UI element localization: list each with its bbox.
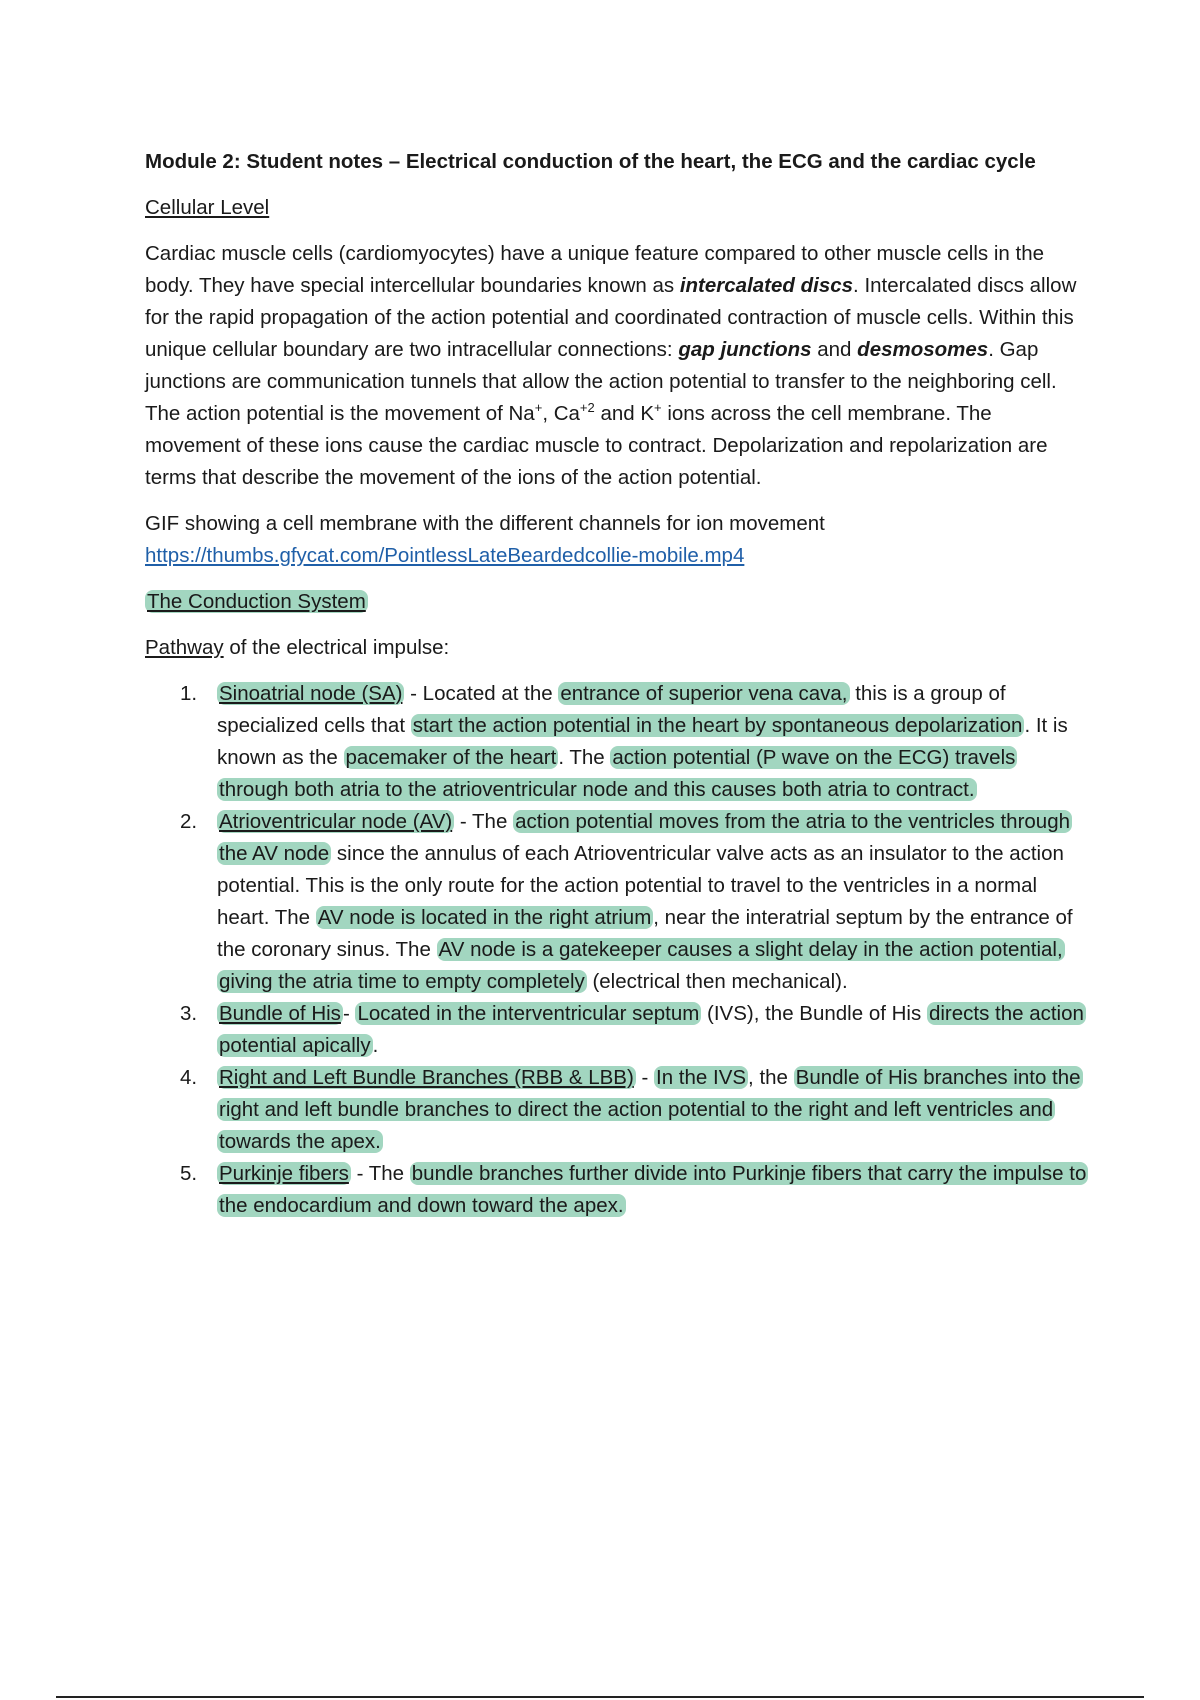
item-term: Purkinje fibers <box>219 1162 349 1185</box>
list-item-bundle-branches <box>145 1062 1090 1158</box>
text-run: . Intercalated discs allow for the rapid propagation of the action potential and coordinated contraction of muscle cells. Within this unique cellular boundary are two intracellular connections: <box>145 274 1077 361</box>
list-item-bundle-of-his <box>145 998 1090 1062</box>
document-title: Module 2: Student notes – Electrical conduction of the heart, the ECG and the cardiac cycle <box>145 150 1036 173</box>
list-number: 2. <box>180 810 198 833</box>
text-run: ions across the cell membrane. The movement of these ions cause the cardiac muscle to contract. Depolarization and repolarization are terms that describe the movement of the ions of the action potential. <box>145 402 1048 489</box>
text-run: - Located at the <box>404 682 559 705</box>
list-number: 5. <box>180 1162 198 1185</box>
text-run: , the <box>748 1066 794 1089</box>
term-desmosomes: desmosomes <box>857 338 989 361</box>
gif-description: GIF showing a cell membrane with the different channels for ion movement <box>145 512 825 535</box>
list-item-purkinje-fibers <box>145 1158 1090 1222</box>
heading-cellular-level: Cellular Level <box>145 196 270 219</box>
text-run: - The <box>454 810 514 833</box>
superscript: + <box>534 400 543 416</box>
item-term: Atrioventricular node (AV) <box>219 810 453 833</box>
highlight: entrance of superior vena cava, <box>560 682 848 705</box>
list-number: 4. <box>180 1066 198 1089</box>
highlight: bundle branches further divide into Purkinje fibers that carry the impulse to the endocardium and down toward the apex. <box>219 1162 1087 1217</box>
document-body <box>145 146 1090 1222</box>
text-run: - <box>635 1066 655 1089</box>
text-run: . Gap junctions are communication tunnels that allow the action potential to transfer to the neighboring cell. The action potential is the movement of Na <box>145 338 1057 425</box>
text-run: (IVS), the Bundle of His <box>701 1002 927 1025</box>
text-run: since the annulus of each Atrioventricular valve acts as an insulator to the action potential. This is the only route for the action potential to travel to the ventricles in a normal heart. The <box>217 842 1064 929</box>
list-number: 1. <box>180 682 198 705</box>
text-run: of the electrical impulse: <box>223 636 450 659</box>
text-run: - <box>342 1002 356 1025</box>
highlight: pacemaker of the heart <box>345 746 557 769</box>
text-run: (electrical then mechanical). <box>586 970 848 993</box>
term-intercalated-discs: intercalated discs <box>679 274 854 297</box>
footer-divider <box>56 1696 1144 1698</box>
text-run: . <box>372 1034 379 1057</box>
superscript: +2 <box>579 400 595 416</box>
list-item-sa-node <box>145 678 1090 806</box>
text-run: Cardiac muscle cells (cardiomyocytes) have a unique feature compared to other muscle cells in the body. They have special intercellular boundaries known as <box>145 242 1044 297</box>
pathway-intro <box>145 632 1090 664</box>
paragraph-gif <box>145 508 1090 572</box>
highlight: The Conduction System <box>147 590 366 613</box>
highlight: Bundle of His branches into the right and left bundle branches to direct the action potential to the right and left ventricles and towards the apex. <box>219 1066 1081 1153</box>
text-run: , Ca <box>542 402 580 425</box>
gif-link[interactable]: https://thumbs.gfycat.com/PointlessLateBeardedcollie-mobile.mp4 <box>145 544 745 567</box>
highlight: action potential (P wave on the ECG) travels through both atria to the atrioventricular node and this causes both atria to contract. <box>219 746 1016 801</box>
highlight: In the IVS <box>656 1066 747 1089</box>
text-run: this is a group of specialized cells that <box>217 682 1006 737</box>
highlight: action potential moves from the atria to the ventricles through the AV node <box>219 810 1070 865</box>
item-term: Bundle of His <box>219 1002 341 1025</box>
highlight: directs the action potential apically <box>219 1002 1084 1057</box>
superscript: + <box>654 400 662 416</box>
text-run: . The <box>558 746 611 769</box>
text-run: - The <box>350 1162 410 1185</box>
list-item-av-node <box>145 806 1090 998</box>
text-run: and K <box>594 402 655 425</box>
text-run: , near the interatrial septum by the entrance of the coronary sinus. The <box>217 906 1073 961</box>
text-run: and <box>811 338 858 361</box>
list-number: 3. <box>180 1002 198 1025</box>
heading-conduction-system <box>145 586 1090 618</box>
highlight: Located in the interventricular septum <box>357 1002 700 1025</box>
text-run: . It is known as the <box>217 714 1068 769</box>
pathway-word: Pathway <box>145 636 224 659</box>
highlight: AV node is a gatekeeper causes a slight delay in the action potential, giving the atria time to empty completely <box>219 938 1063 993</box>
paragraph-cellular <box>145 238 1090 494</box>
pathway-list <box>145 678 1090 1222</box>
term-gap-junctions: gap junctions <box>678 338 812 361</box>
item-term: Sinoatrial node (SA) <box>219 682 403 705</box>
highlight: start the action potential in the heart by spontaneous depolarization <box>412 714 1023 737</box>
highlight: AV node is located in the right atrium <box>317 906 652 929</box>
item-term: Right and Left Bundle Branches (RBB & LBB) <box>219 1066 634 1089</box>
